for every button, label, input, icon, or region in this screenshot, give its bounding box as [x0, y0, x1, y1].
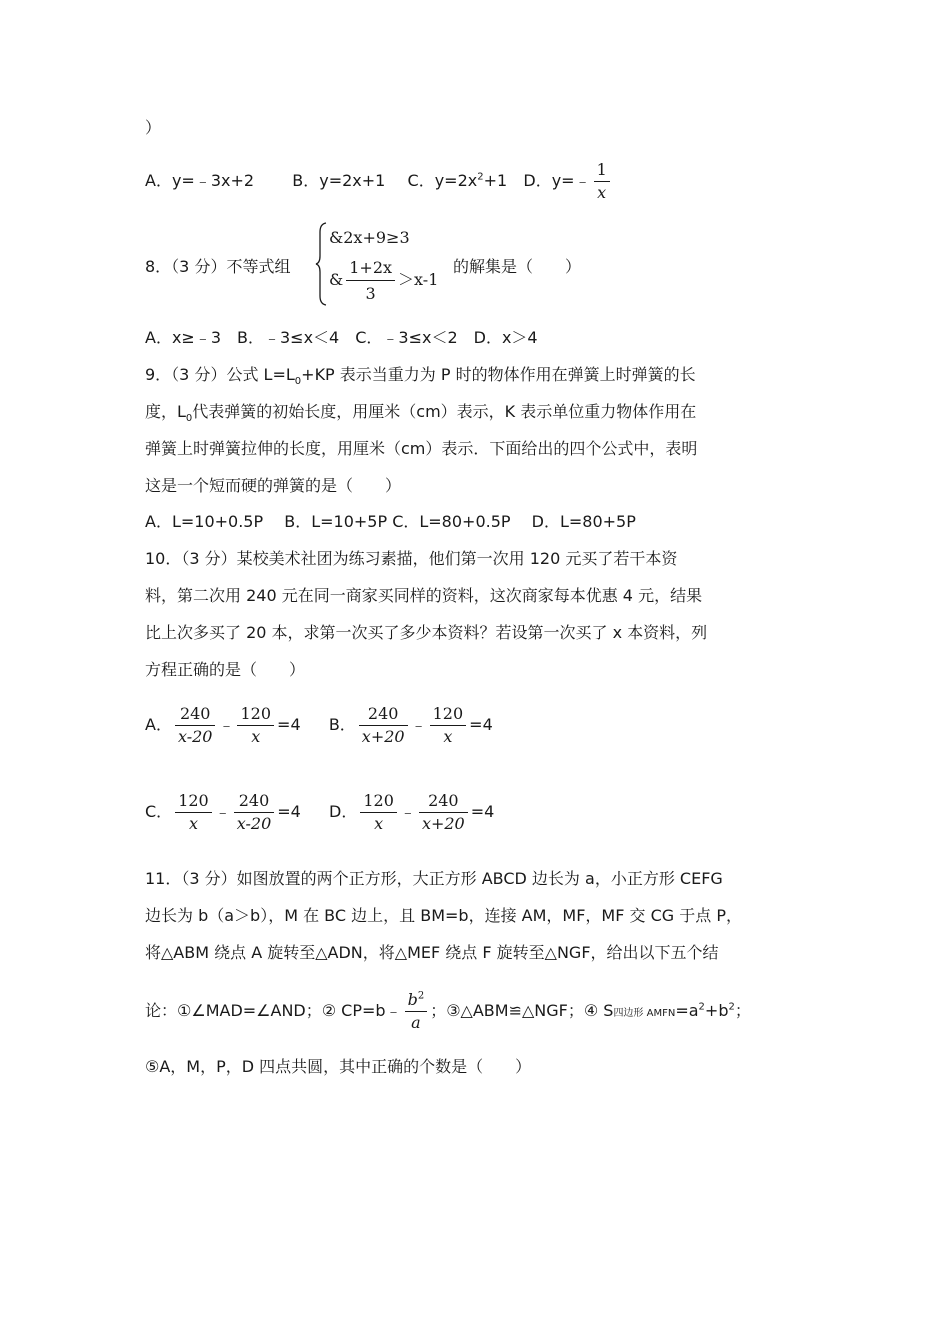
q8-inequality-2: & $\frac{1+2x}{3}$ ＞x-1: [329, 258, 439, 303]
q9-line-1: 9．（3 分）公式 $L=L_0+KP$ 表示当重力为 P 时的物体作用在弹簧上时弹簧的长: [145, 365, 696, 388]
q11-line-2: 边长为 b（a＞b），M 在 BC 边上，且 BM=b，连接 AM，MF，MF 交 CG 于点 P，: [145, 906, 742, 925]
q11-line-3: 将△ABM 绕点 A 旋转至△ADN，将△MEF 绕点 F 旋转至△NGF，给出以下五个结: [145, 943, 719, 962]
q10-options-cd: [145, 793, 494, 832]
q7-option-c: C．$y=2x^2+1$: [407, 171, 508, 190]
q9-line-3: 弹簧上时弹簧拉伸的长度，用厘米（cm）表示．下面给出的四个公式中，表明: [145, 439, 698, 458]
q8-options: A．x≥﹣3 B．﹣3≤x＜4 C．﹣3≤x＜2 D．x＞4: [145, 328, 538, 347]
q11-line-1: 11．（3 分）如图放置的两个正方形，大正方形 ABCD 边长为 a，小正方形 CEFG: [145, 869, 723, 888]
q8-label: 8．（3 分）不等式组: [145, 257, 291, 276]
q7-options: [145, 162, 613, 201]
q10-line-4: 方程正确的是（ ）: [145, 660, 306, 679]
q10-option-c: C． $\frac{120}{x}$ ﹣ $\frac{240}{x-20}$ =4: [145, 791, 301, 833]
q9-line-2: 度，$L_0$代表弹簧的初始长度，用厘米（cm）表示，K 表示单位重力物体作用在: [145, 402, 697, 425]
q10-options-ab: [145, 706, 493, 745]
q10-option-d: D． $\frac{120}{x}$ ﹣ $\frac{240}{x+20}$ =4: [329, 791, 495, 833]
q8-tail: 的解集是（ ）: [453, 257, 582, 276]
q10-line-2: 料，第二次用 240 元在同一商家买同样的资料，这次商家每本优惠 4 元，结果: [145, 586, 703, 605]
q7-option-d: D．y=﹣ $\frac{1}{x}$: [523, 171, 612, 190]
left-brace-icon: [315, 222, 329, 306]
q10-option-a: A． $\frac{240}{x-20}$ ﹣ $\frac{120}{x}$ =4: [145, 704, 301, 746]
q10-option-b: B． $\frac{240}{x+20}$ ﹣ $\frac{120}{x}$ =4: [328, 704, 493, 746]
prev-question-tail: ）: [145, 118, 162, 137]
q7-d-fraction: $\frac{1}{x}$: [594, 162, 610, 201]
q9-line-4: 这是一个短而硬的弹簧的是（ ）: [145, 476, 402, 495]
q11-line-4: 论：①∠MAD=∠AND；② CP=b﹣ $\frac{b^2}{a}$ ；③△ABM≌△NGF；④ S四边形 $AMFN=a^2+b^2$；: [145, 990, 751, 1032]
q7-option-a: A．y=﹣3x+2: [145, 171, 255, 190]
q10-line-1: 10．（3 分）某校美术社团为练习素描，他们第一次用 120 元买了若干本资: [145, 549, 678, 568]
q8-inequality-1: &2x+9≥3: [329, 228, 410, 247]
q11-fraction: $\frac{b^2}{a}$: [405, 992, 428, 1031]
q7-option-b: B．y=2x+1: [292, 171, 386, 190]
q11-line-5: ⑤A，M，P，D 四点共圆，其中正确的个数是（ ）: [145, 1057, 532, 1076]
q9-options: A．L=10+0.5P B．L=10+5P C．L=80+0.5P D．L=80+5P: [145, 512, 636, 531]
q10-line-3: 比上次多买了 20 本，求第一次买了多少本资料？若设第一次买了 x 本资料，列: [145, 623, 708, 642]
